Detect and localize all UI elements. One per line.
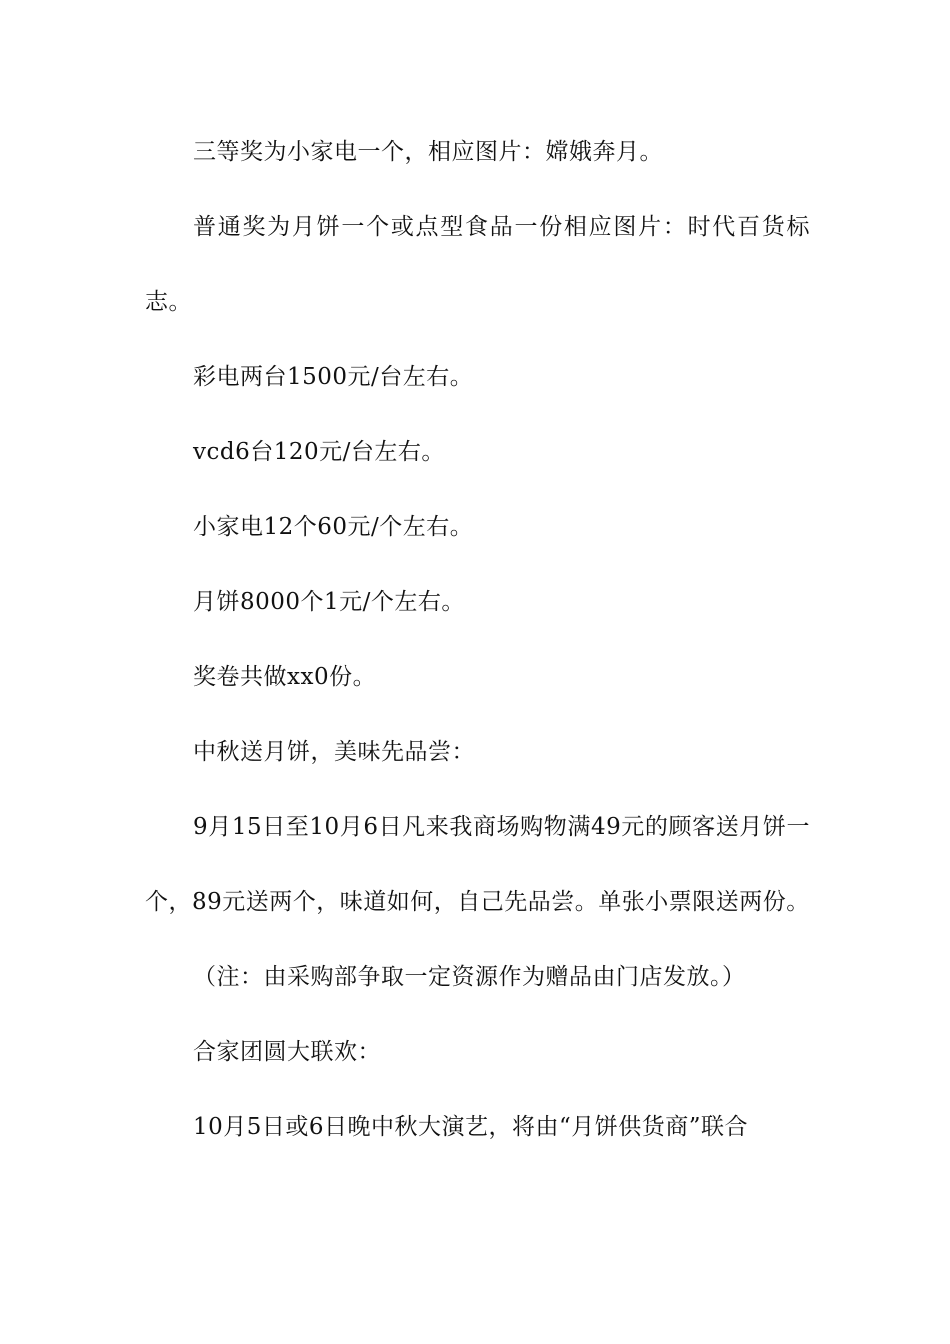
paragraph-reunion-detail: 10月5日或6日晚中秋大演艺，将由“月饼供货商”联合 — [193, 1114, 749, 1140]
paragraph-appliance-cost: 小家电12个60元/个左右。 — [193, 514, 474, 540]
paragraph-third-prize: 三等奖为小家电一个，相应图片：嫦娥奔月。 — [193, 139, 663, 165]
paragraph-ticket-count: 奖卷共做xx0份。 — [193, 664, 377, 690]
document-body — [145, 115, 810, 1165]
paragraph-vcd-cost: vcd6台120元/台左右。 — [193, 439, 445, 465]
paragraph-regular-prize: 普通奖为月饼一个或点型食品一份相应图片：时代百货标志。 — [145, 214, 810, 315]
paragraph-section-mooncake-gift: 中秋送月饼，美味先品尝： — [193, 739, 475, 765]
paragraph-section-reunion: 合家团圆大联欢： — [193, 1039, 381, 1065]
paragraph-mooncake-cost: 月饼8000个1元/个左右。 — [193, 589, 465, 615]
paragraph-mooncake-gift-detail: 9月15日至10月6日凡来我商场购物满49元的顾客送月饼一个，89元送两个，味道如何，自己先品尝。单张小票限送两份。 — [145, 814, 810, 915]
paragraph-note: （注：由采购部争取一定资源作为赠品由门店发放。） — [193, 964, 746, 990]
paragraph-tv-cost: 彩电两台1500元/台左右。 — [193, 364, 474, 390]
